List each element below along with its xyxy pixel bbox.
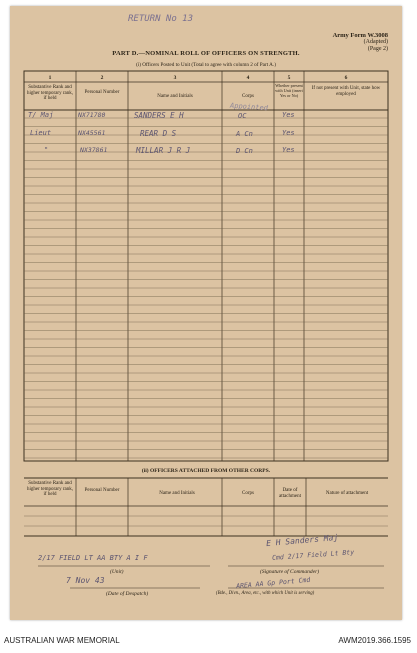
header-name: Name and Initials bbox=[157, 94, 193, 99]
row-1-number: NX71780 bbox=[78, 111, 106, 119]
form-adapted: (Adapted) bbox=[363, 39, 388, 45]
row-3-name: MILLAR J R J bbox=[136, 146, 191, 155]
return-number-note: RETURN No 13 bbox=[128, 14, 194, 24]
header-present: Whether present with Unit (insert Yes or No) bbox=[275, 83, 303, 98]
row-1-corps-overwrite: Appointed bbox=[229, 101, 269, 113]
header-personal-number: Personal Number bbox=[84, 90, 120, 95]
area-label: (Bde., Divn., Area, etc., with which Unit is serving) bbox=[216, 591, 315, 596]
row-1-rank: T/ Maj bbox=[28, 111, 54, 119]
despatch-date-label: (Date of Despatch) bbox=[106, 591, 149, 597]
section-ii-title: (ii) OFFICERS ATTACHED FROM OTHER CORPS. bbox=[141, 468, 271, 474]
row-1-corps: OC bbox=[238, 112, 247, 120]
form-page: (Page 2) bbox=[367, 46, 388, 52]
col-number-5: 5 bbox=[287, 75, 291, 81]
header-rank: Substantive Rank and higher temporary rank, if held bbox=[27, 85, 73, 102]
attached-header-personal-number: Personal Number bbox=[84, 488, 120, 493]
row-2-rank: Lieut bbox=[30, 129, 52, 137]
col-number-1: 1 bbox=[48, 75, 52, 81]
row-2-name: REAR D S bbox=[140, 129, 177, 138]
row-2-present: Yes bbox=[282, 129, 295, 137]
attached-header-corps: Corps bbox=[242, 491, 254, 496]
header-how-employed: If not present with Unit, state how employed bbox=[311, 86, 381, 97]
attached-header-nature: Nature of attachment bbox=[325, 491, 369, 496]
commander-label: (Signature of Commander) bbox=[260, 569, 320, 575]
row-2-number: NX45561 bbox=[78, 129, 106, 137]
footer-source: AUSTRALIAN WAR MEMORIAL bbox=[4, 636, 120, 645]
header-corps: Corps bbox=[242, 94, 254, 99]
col-number-2: 2 bbox=[100, 75, 104, 81]
commander-signature: E H Sanders Maj bbox=[265, 532, 339, 549]
form-sheet bbox=[10, 6, 402, 620]
unit-value: 2/17 FIELD LT AA BTY A I F bbox=[38, 554, 148, 562]
col-number-6: 6 bbox=[344, 75, 348, 81]
attached-header-name: Name and Initials bbox=[159, 491, 195, 496]
col-number-3: 3 bbox=[173, 75, 177, 81]
area-value: AREA AA Gp Port Cmd bbox=[235, 575, 311, 591]
row-2-corps: A Cn bbox=[236, 130, 253, 138]
row-1-name: SANDERS E H bbox=[134, 111, 184, 120]
attached-header-date: Date of attachment bbox=[279, 488, 301, 499]
form-name: Army Form W.3008 bbox=[332, 32, 388, 39]
row-3-rank: " bbox=[44, 146, 49, 154]
section-i-title: (i) Officers Posted to Unit (Total to agree with column 2 of Part A.) bbox=[136, 62, 276, 68]
despatch-date-value: 7 Nov 43 bbox=[66, 576, 105, 585]
row-1-present: Yes bbox=[282, 111, 295, 119]
row-3-present: Yes bbox=[282, 146, 295, 154]
col-number-4: 4 bbox=[246, 75, 250, 81]
part-title: PART D.—NOMINAL ROLL OF OFFICERS ON STRENGTH. bbox=[112, 50, 300, 57]
footer-accession: AWM2019.366.1595 bbox=[338, 636, 411, 645]
unit-label: (Unit) bbox=[110, 569, 124, 575]
row-3-corps: D Cn bbox=[236, 147, 253, 155]
row-3-number: NX37861 bbox=[80, 146, 108, 154]
commander-signature-line-2: Cmd 2/17 Field Lt Bty bbox=[271, 548, 355, 562]
attached-header-rank: Substantive Rank and higher temporary rank, if held bbox=[27, 481, 73, 498]
